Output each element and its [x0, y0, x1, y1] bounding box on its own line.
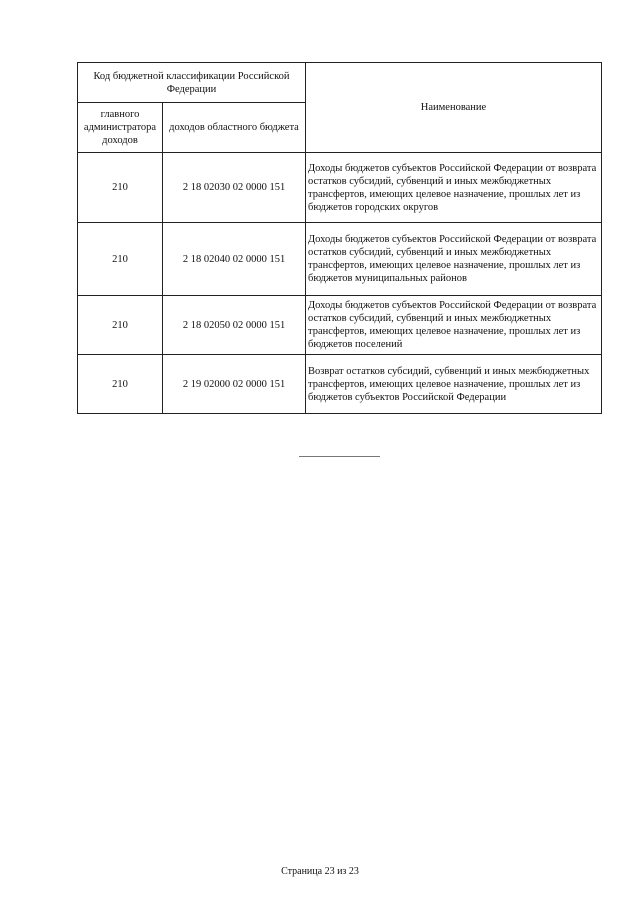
budget-classification-table: [77, 62, 602, 414]
table-row: [78, 296, 602, 355]
cell-name: Возврат остатков субсидий, субвенций и иных межбюджетных трансфертов, имеющих целевое назначение, прошлых лет из бюджетов субъектов Российской Федерации: [306, 355, 602, 414]
cell-admin-code: 210: [78, 355, 163, 414]
page-number-footer: Страница 23 из 23: [281, 866, 359, 877]
table-header-row-top: [78, 63, 602, 103]
cell-budget-code: 2 19 02000 02 0000 151: [163, 355, 306, 414]
cell-name: Доходы бюджетов субъектов Российской Федерации от возврата остатков субсидий, субвенций и иных межбюджетных трансфертов, имеющих целевое назначение, прошлых лет из бюджетов муниципальных районов: [306, 223, 602, 296]
table-row: [78, 355, 602, 414]
cell-budget-code: 2 18 02040 02 0000 151: [163, 223, 306, 296]
cell-budget-code: 2 18 02030 02 0000 151: [163, 153, 306, 223]
cell-admin-code: 210: [78, 223, 163, 296]
cell-admin-code: 210: [78, 296, 163, 355]
header-name: Наименование: [306, 63, 602, 153]
table-row: [78, 153, 602, 223]
cell-admin-code: 210: [78, 153, 163, 223]
cell-budget-code: 2 18 02050 02 0000 151: [163, 296, 306, 355]
end-separator-line: [299, 456, 380, 457]
table-row: [78, 223, 602, 296]
header-budget-code-group: Код бюджетной классификации Российской Федерации: [78, 63, 306, 103]
cell-name: Доходы бюджетов субъектов Российской Федерации от возврата остатков субсидий, субвенций и иных межбюджетных трансфертов, имеющих целевое назначение, прошлых лет из бюджетов поселений: [306, 296, 602, 355]
header-main-administrator: главного администратора доходов: [78, 103, 163, 153]
cell-name: Доходы бюджетов субъектов Российской Федерации от возврата остатков субсидий, субвенций и иных межбюджетных трансфертов, имеющих целевое назначение, прошлых лет из бюджетов городских округов: [306, 153, 602, 223]
header-regional-budget-code: доходов областного бюджета: [163, 103, 306, 153]
